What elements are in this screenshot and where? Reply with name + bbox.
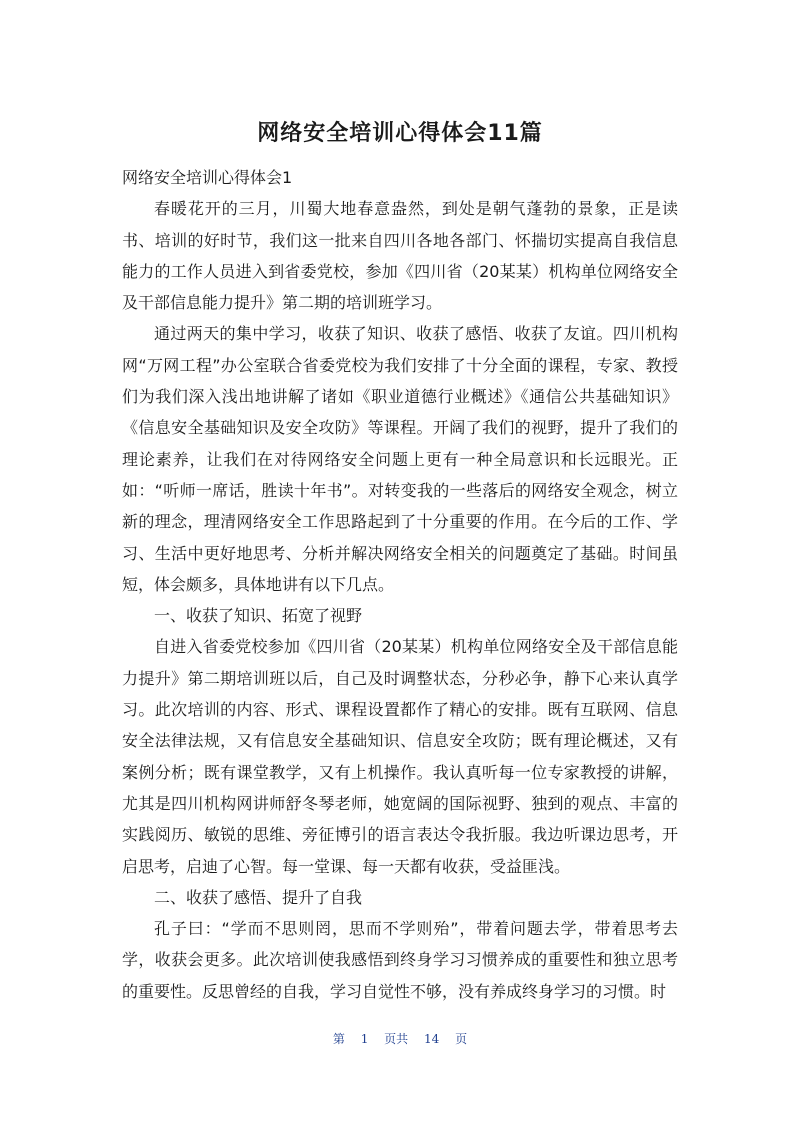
paragraph-4: 孔子曰：“学而不思则罔，思而不学则殆”，带着问题去学，带着思考去学，收获会更多。此次培训使我感悟到终身学习习惯养成的重要性和独立思考的重要性。反思曾经的自我，学习自觉性不够，没有养成终身学习的习惯。时 [122, 919, 678, 1001]
footer-page-number: 1 [360, 1032, 369, 1046]
document-subtitle: 网络安全培训心得体会1 [122, 168, 293, 187]
paragraph-3: 自进入省委党校参加《四川省（20某某）机构单位网络安全及干部信息能力提升》第二期培训班以后，自己及时调整状态，分秒必争，静下心来认真学习。此次培训的内容、形式、课程设置都作了精心的安排。既有互联网、信息安全法律法规，又有信息安全基础知识、信息安全攻防；既有理论概述，又有案例分析；既有课堂教学，又有上机操作。我认真听每一位专家教授的讲解，尤其是四川机构网讲师舒冬琴老师，她宽阔的国际视野、独到的观点、丰富的实践阅历、敏锐的思维、旁征博引的语言表达令我折服。我边听课边思考，开启思考，启迪了心智。每一堂课、每一天都有收获，受益匪浅。 [122, 637, 678, 876]
page-footer [0, 1030, 800, 1048]
paragraph-2: 通过两天的集中学习，收获了知识、收获了感悟、收获了友谊。四川机构网“万网工程”办公室联合省委党校为我们安排了十分全面的课程，专家、教授们为我们深入浅出地讲解了诸如《职业道德行业概述》《通信公共基础知识》《信息安全基础知识及安全攻防》等课程。开阔了我们的视野，提升了我们的理论素养，让我们在对待网络安全问题上更有一种全局意识和长远眼光。正如：“听师一席话，胜读十年书”。对转变我的一些落后的网络安全观念，树立新的理念，理清网络安全工作思路起到了十分重要的作用。在今后的工作、学习、生活中更好地思考、分析并解决网络安全相关的问题奠定了基础。时间虽短，体会颇多，具体地讲有以下几点。 [122, 324, 678, 594]
document-body [122, 162, 678, 1007]
paragraph-1: 春暖花开的三月，川蜀大地春意盎然，到处是朝气蓬勃的景象，正是读书、培训的好时节，我们这一批来自四川各地各部门、怀揣切实提高自我信息能力的工作人员进入到省委党校，参加《四川省（20某某）机构单位网络安全及干部信息能力提升》第二期的培训班学习。 [122, 199, 678, 313]
footer-suffix: 页 [455, 1032, 468, 1046]
section-heading-1: 一、收获了知识、拓宽了视野 [154, 606, 363, 626]
footer-middle: 页共 [384, 1032, 409, 1046]
section-heading-2: 二、收获了感悟、提升了自我 [154, 887, 363, 907]
document-title: 网络安全培训心得体会11篇 [257, 121, 543, 146]
footer-total-pages: 14 [424, 1032, 440, 1046]
footer-prefix: 第 [332, 1032, 345, 1046]
